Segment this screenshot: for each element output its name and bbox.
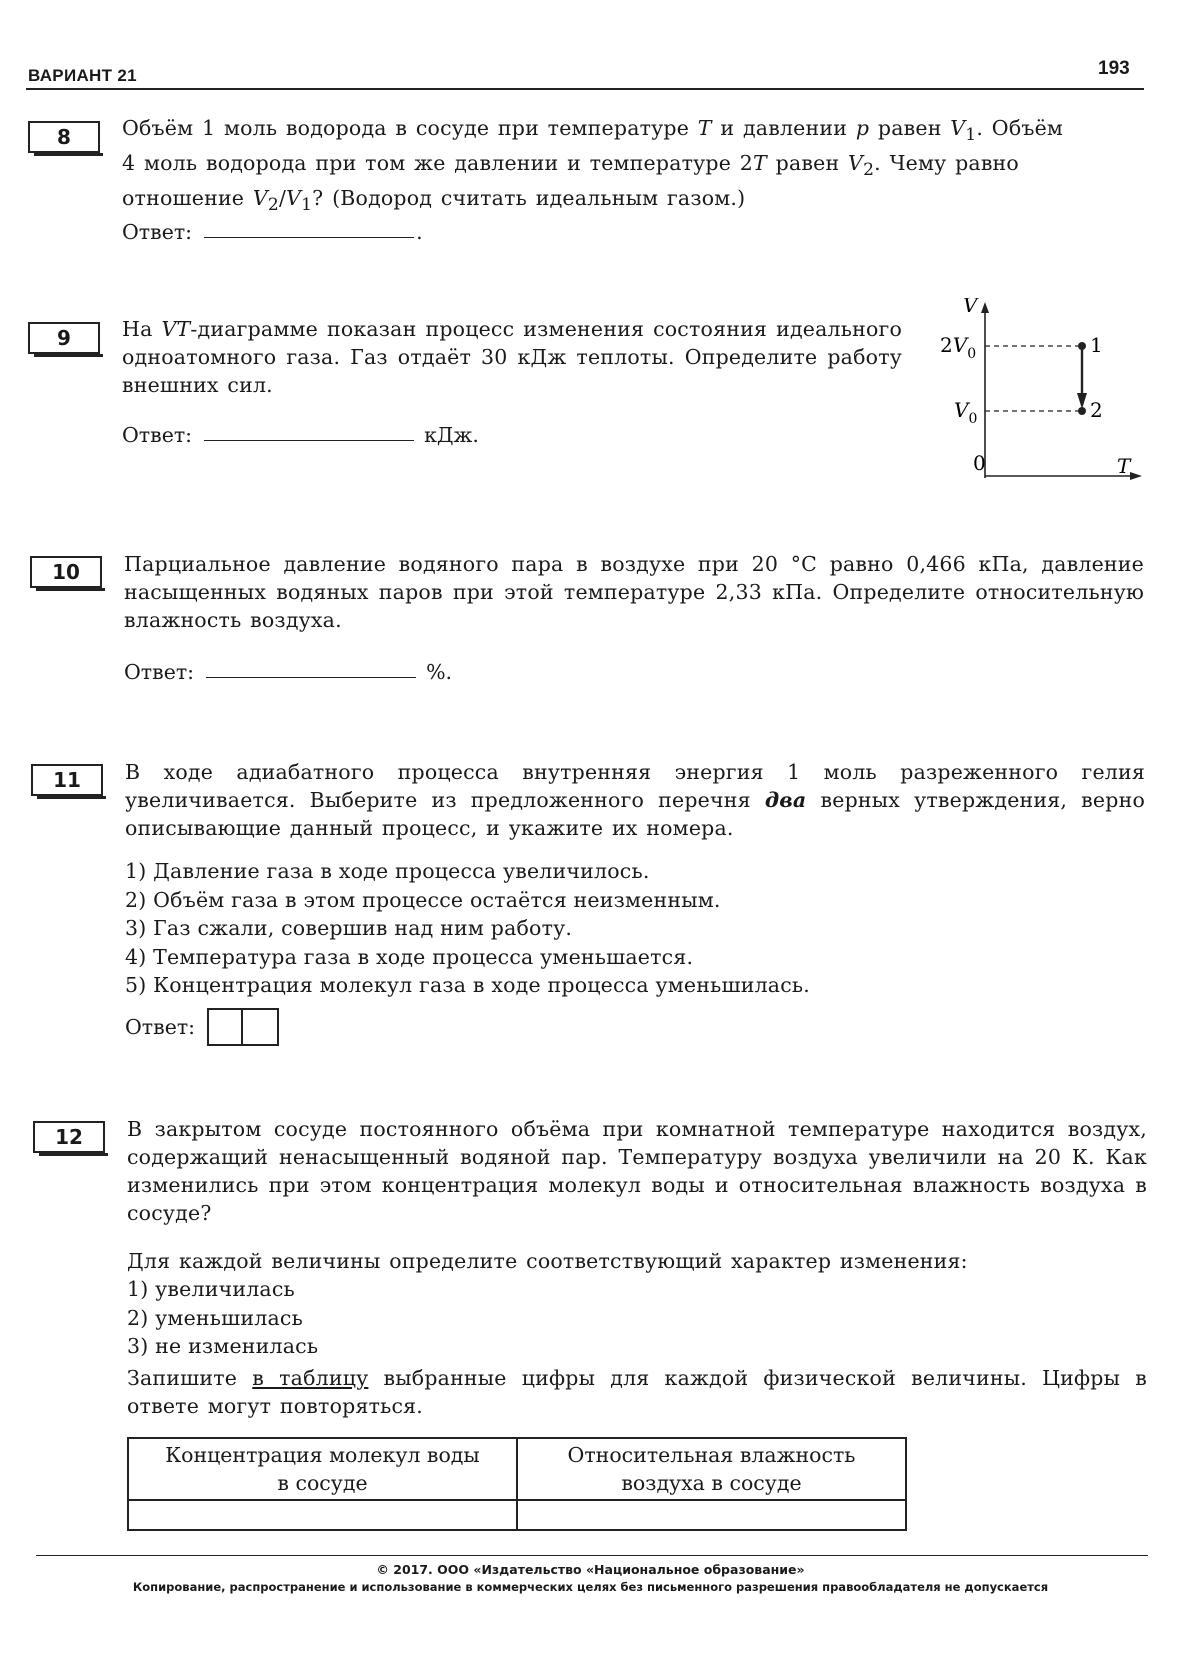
question-10-answer: Ответ: %.	[124, 660, 453, 684]
change-option-2: 2) уменьшилась	[127, 1305, 303, 1330]
footer-notice: Копирование, распространение и использование в коммерческих целях без письменного разрешения правообладателя не допускается	[132, 1580, 1049, 1594]
option-4: 4) Температура газа в ходе процесса уменьшается.	[125, 944, 694, 969]
question-number-11: 11	[31, 764, 103, 796]
answer-cell-2[interactable]	[243, 1008, 279, 1046]
point-2-label: 2	[1090, 398, 1103, 422]
question-number-12: 12	[33, 1121, 105, 1153]
tick-v0: $V_0$	[954, 398, 978, 427]
question-12-intro: Для каждой величины определите соответствующий характер изменения:	[127, 1249, 968, 1273]
question-11-text: В ходе адиабатного процесса внутренняя энергия 1 моль разреженного гелия увеличивается. Выберите из предложенного перечня два верных утверждения, верно описывающие данный процесс, и укажите их номера.	[125, 760, 1145, 840]
point-1-label: 1	[1090, 333, 1103, 357]
answer-blank-8[interactable]	[204, 236, 414, 238]
process-arrow	[1077, 393, 1087, 409]
question-12-options	[127, 1275, 318, 1361]
question-8-answer: Ответ: .	[122, 220, 423, 244]
answer-blank-9[interactable]	[204, 439, 414, 441]
state-point-1	[1078, 342, 1086, 350]
v-axis-label: V	[963, 298, 978, 317]
origin-label: 0	[973, 451, 986, 475]
option-2: 2) Объём газа в этом процессе остаётся неизменным.	[125, 887, 721, 912]
answer-cell-concentration[interactable]	[128, 1500, 517, 1530]
question-12-instructions: Запишите в таблицу выбранные цифры для каждой физической величины. Цифры в ответе могут повторяться.	[127, 1366, 1147, 1418]
change-option-3: 3) не изменилась	[127, 1334, 319, 1358]
answer-cell-humidity[interactable]	[517, 1500, 906, 1530]
column-header-concentration: Концентрация молекул воды в сосуде	[128, 1438, 517, 1500]
option-3: 3) Газ сжали, совершив над ним работу.	[125, 916, 573, 940]
v-axis-arrow	[981, 302, 989, 313]
footer-rule	[36, 1555, 1148, 1556]
state-point-2	[1078, 407, 1086, 415]
question-9-text: На VT-диаграмме показан процесс изменения состояния идеального одноатомного газа. Газ отдаёт 30 кДж теплоты. Определите работу внешних сил.	[122, 317, 902, 397]
tick-2v0: $2V_0$	[940, 333, 977, 362]
option-1: 1) Давление газа в ходе процесса увеличилось.	[125, 859, 650, 883]
question-12-text: В закрытом сосуде постоянного объёма при комнатной температуре находится воздух, содержащий ненасыщенный водяной пар. Температуру воздуха увеличили на 20 К. Как изменились при этом концентрация молекул воды и относительная влажность воздуха в сосуде?	[127, 1117, 1147, 1225]
question-number-10: 10	[30, 556, 102, 588]
t-axis-label: T	[1117, 454, 1131, 478]
question-9-answer: Ответ: кДж.	[122, 423, 479, 447]
answer-cell-1[interactable]	[207, 1008, 243, 1046]
question-number-8: 8	[28, 121, 100, 153]
answer-blank-10[interactable]	[206, 676, 416, 678]
answer-table	[127, 1437, 907, 1531]
question-10-text: Парциальное давление водяного пара в воздухе при 20 °С равно 0,466 кПа, давление насыщенных водяных паров при этой температуре 2,33 кПа. Определите относительную влажность воздуха.	[124, 552, 1144, 632]
change-option-1: 1) увеличилась	[127, 1277, 295, 1301]
footer-copyright: © 2017. ООО «Издательство «Национальное образование»	[376, 1562, 805, 1577]
vt-diagram	[930, 298, 1150, 508]
page-number: 193	[1098, 58, 1130, 79]
t-axis-arrow	[1130, 472, 1142, 480]
option-5: 5) Концентрация молекул газа в ходе процесса уменьшилась.	[125, 973, 810, 997]
question-number-9: 9	[28, 322, 100, 354]
column-header-humidity: Относительная влажность воздуха в сосуде	[517, 1438, 906, 1500]
header-rule	[26, 88, 1144, 90]
question-8-text: Объём 1 моль водорода в сосуде при температуре T и давлении p равен $V_1$. Объём 4 моль водорода при том же давлении и температуре 2T равен $V_2$. Чему равно отношение $V_2/V_1$? (Водород считать идеальным газом.)	[122, 116, 1064, 216]
question-11-answer: Ответ:	[125, 1008, 279, 1046]
variant-header: ВАРИАНТ 21	[28, 66, 137, 85]
question-11-options	[125, 857, 810, 1000]
